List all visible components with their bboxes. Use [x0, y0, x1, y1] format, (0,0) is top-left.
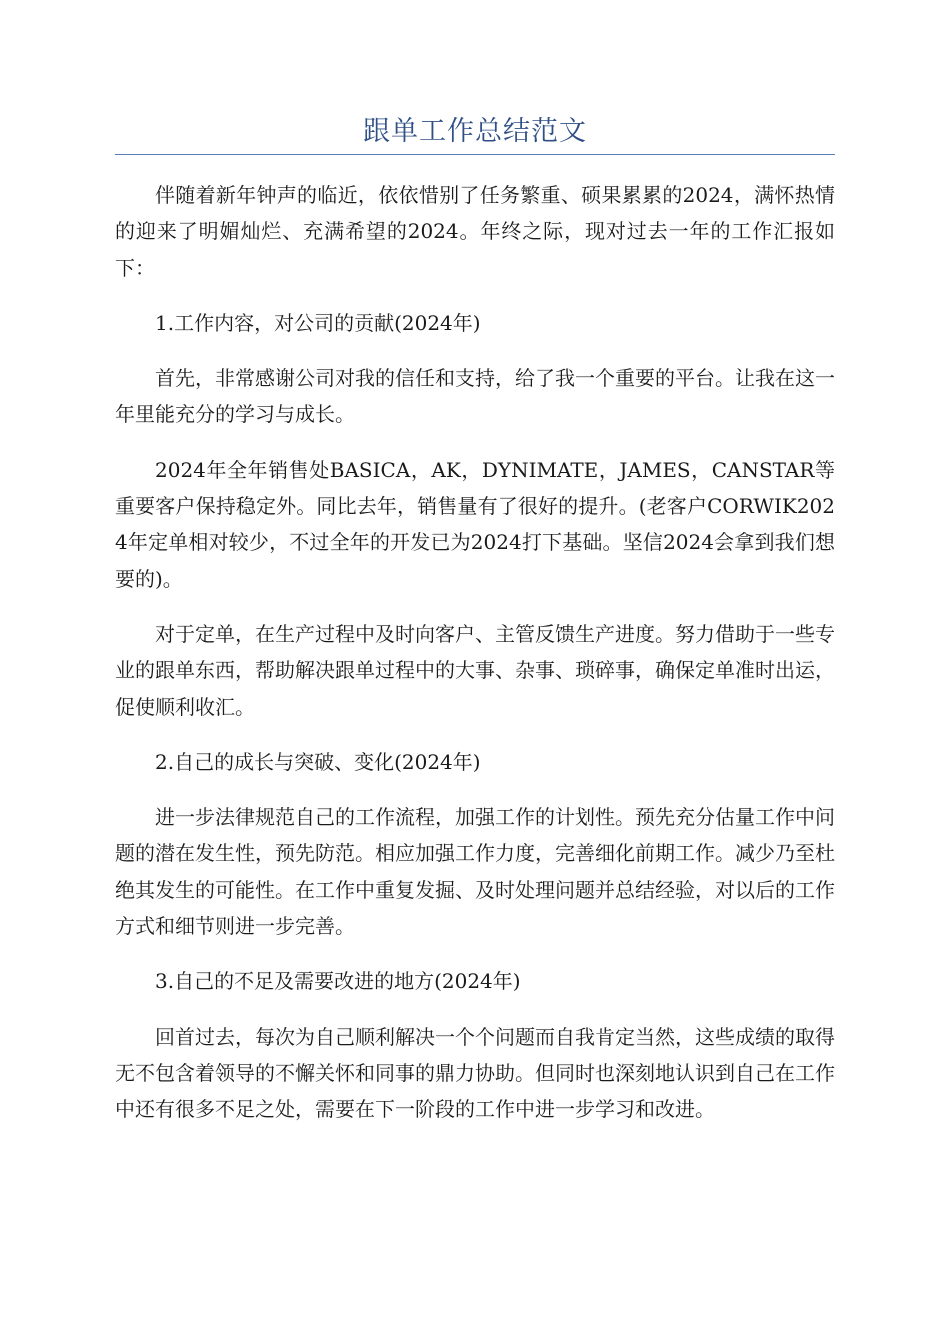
paragraph-sales: 2024年全年销售处BASICA，AK，DYNIMATE，JAMES，CANSTAR等重要客户保持稳定外。同比去年，销售量有了很好的提升。(老客户CORWIK2024年定单相对较少，不过全年的开发已为2024打下基础。坚信2024会拿到我们想要的)。 — [115, 457, 835, 591]
section-heading-3: 3.自己的不足及需要改进的地方(2024年) — [155, 969, 521, 994]
section-heading-2: 2.自己的成长与突破、变化(2024年) — [155, 749, 481, 774]
paragraph-orders: 对于定单，在生产过程中及时向客户、主管反馈生产进度。努力借助于一些专业的跟单东西，帮助解决跟单过程中的大事、杂事、琐碎事，确保定单准时出运，促使顺利收汇。 — [115, 621, 835, 719]
section-heading-1: 1.工作内容，对公司的贡献(2024年) — [155, 310, 481, 335]
document-body — [115, 177, 835, 1147]
paragraph-improvement: 回首过去，每次为自己顺利解决一个个问题而自我肯定当然，这些成绩的取得无不包含着领导的不懈关怀和同事的鼎力协助。但同时也深刻地认识到自己在工作中还有很多不足之处，需要在下一阶段的工作中进一步学习和改进。 — [115, 1024, 835, 1122]
title-underline — [115, 154, 835, 155]
document-title: 跟单工作总结范文 — [363, 116, 587, 147]
paragraph-intro: 伴随着新年钟声的临近，依依惜别了任务繁重、硕果累累的2024，满怀热情的迎来了明媚灿烂、充满希望的2024。年终之际，现对过去一年的工作汇报如下： — [115, 183, 835, 280]
paragraph-gratitude: 首先，非常感谢公司对我的信任和支持，给了我一个重要的平台。让我在这一年里能充分的学习与成长。 — [115, 366, 835, 427]
paragraph-growth: 进一步法律规范自己的工作流程，加强工作的计划性。预先充分估量工作中问题的潜在发生性，预先防范。相应加强工作力度，完善细化前期工作。减少乃至杜绝其发生的可能性。在工作中重复发掘、及时处理问题并总结经验，对以后的工作方式和细节则进一步完善。 — [115, 805, 835, 939]
